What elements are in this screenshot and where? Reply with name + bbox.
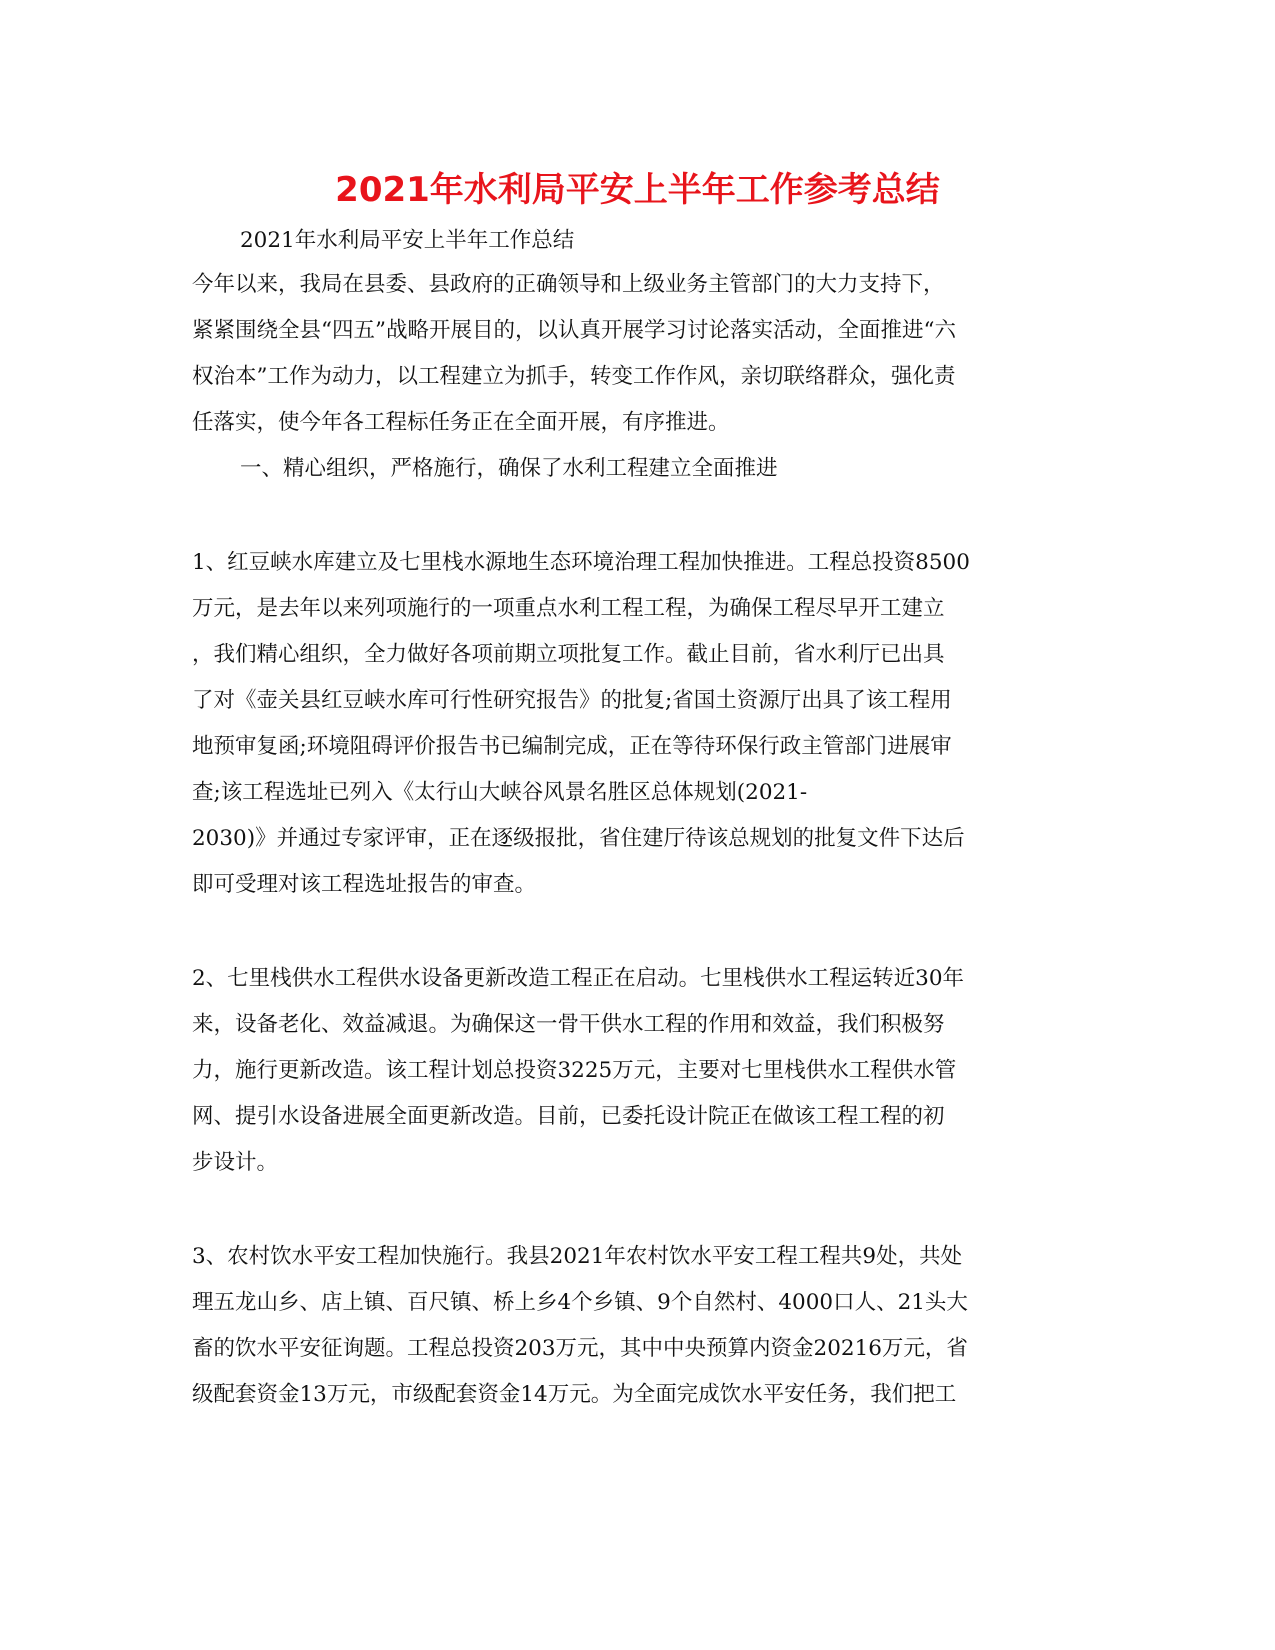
document-title: 2021年水利局平安上半年工作参考总结 [335, 170, 940, 210]
paragraph-line: 理五龙山乡、店上镇、百尺镇、桥上乡4个乡镇、9个自然村、4000口人、21头大 [192, 1290, 968, 1315]
paragraph-line: 紧紧围绕全县“四五”战略开展目的，以认真开展学习讨论落实活动，全面推进“六 [192, 318, 956, 343]
paragraph-line: 权治本”工作为动力，以工程建立为抓手，转变工作作风，亲切联络群众，强化责 [192, 364, 956, 389]
paragraph-line: 2030)》并通过专家评审，正在逐级报批，省住建厅待该总规划的批复文件下达后 [192, 826, 965, 851]
paragraph-line: 任落实，使今年各工程标任务正在全面开展，有序推进。 [192, 410, 730, 435]
paragraph-line: 3、农村饮水平安工程加快施行。我县2021年农村饮水平安工程工程共9处，共处 [192, 1244, 963, 1269]
paragraph-line: 步设计。 [192, 1150, 279, 1175]
paragraph-line: 来，设备老化、效益减退。为确保这一骨干供水工程的作用和效益，我们积极努 [192, 1012, 945, 1037]
paragraph-line: 畜的饮水平安征询题。工程总投资203万元，其中中央预算内资金20216万元，省 [192, 1336, 968, 1361]
subtitle-line: 2021年水利局平安上半年工作总结 [240, 228, 575, 253]
paragraph-line: ，我们精心组织，全力做好各项前期立项批复工作。截止目前，省水利厅已出具 [192, 642, 945, 667]
paragraph-line: 了对《壶关县红豆峡水库可行性研究报告》的批复;省国土资源厅出具了该工程用 [192, 688, 952, 713]
paragraph-line: 级配套资金13万元，市级配套资金14万元。为全面完成饮水平安任务，我们把工 [192, 1382, 957, 1407]
paragraph-line: 即可受理对该工程选址报告的审查。 [192, 872, 537, 897]
paragraph-line: 1、红豆峡水库建立及七里栈水源地生态环境治理工程加快推进。工程总投资8500 [192, 550, 970, 575]
paragraph-line: 地预审复函;环境阻碍评价报告书已编制完成，正在等待环保行政主管部门进展审 [192, 734, 952, 759]
paragraph-line: 网、提引水设备进展全面更新改造。目前，已委托设计院正在做该工程工程的初 [192, 1104, 945, 1129]
paragraph-line: 2、七里栈供水工程供水设备更新改造工程正在启动。七里栈供水工程运转近30年 [192, 966, 965, 991]
paragraph-line: 查;该工程选址已列入《太行山大峡谷风景名胜区总体规划(2021- [192, 780, 808, 805]
paragraph-line: 今年以来，我局在县委、县政府的正确领导和上级业务主管部门的大力支持下， [192, 272, 945, 297]
section-heading: 一、精心组织，严格施行，确保了水利工程建立全面推进 [240, 456, 778, 481]
paragraph-line: 力，施行更新改造。该工程计划总投资3225万元，主要对七里栈供水工程供水管 [192, 1058, 957, 1083]
paragraph-line: 万元，是去年以来列项施行的一项重点水利工程工程，为确保工程尽早开工建立 [192, 596, 945, 621]
